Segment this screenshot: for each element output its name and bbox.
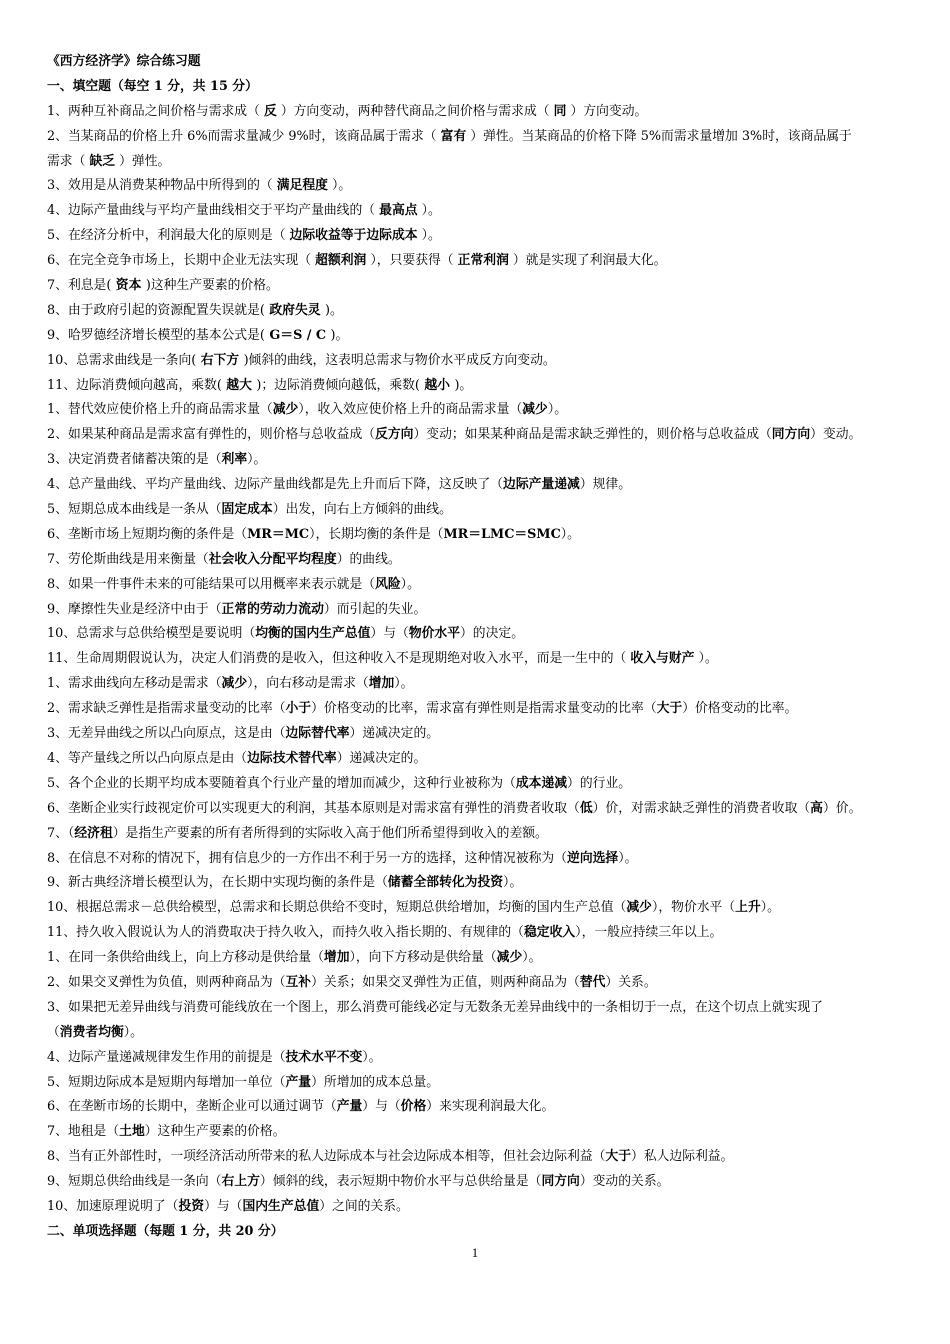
question-text: ）是指生产要素的所有者所得到的实际收入高于他们所希望得到收入的差额。	[112, 825, 548, 841]
question-text: ）之间的关系。	[319, 1198, 409, 1214]
answer-text: 最高点	[379, 203, 418, 219]
question-text: 二、单项选择题（每题 1 分，共 20 分）	[47, 1223, 284, 1239]
question-line	[47, 797, 917, 822]
question-text: 8、当有正外部性时，一项经济活动所带来的私人边际成本与社会边际成本相等，但社会边际利益（	[47, 1149, 606, 1165]
question-line	[47, 598, 917, 623]
question-text: )倾斜的曲线，这表明总需求与物价水平成反方向变动。	[243, 352, 556, 368]
answer-text: 产量	[336, 1099, 363, 1115]
answer-text: 同	[553, 103, 567, 119]
question-line	[47, 224, 917, 249]
question-text: ）与（	[204, 1198, 243, 1214]
answer-text: 正常利润	[457, 253, 509, 269]
question-line	[47, 523, 917, 548]
question-line	[47, 822, 917, 847]
answer-text: 缺乏	[89, 153, 116, 169]
answer-text: 技术水平不变	[285, 1049, 363, 1065]
question-text: ）。	[760, 900, 780, 916]
question-line	[47, 274, 917, 299]
answer-text: 右上方	[221, 1174, 260, 1190]
question-text: 11、持久收入假说认为人的消费取决于持久收入，而持久收入指长期的、有规律的（	[47, 925, 524, 941]
answer-text: 社会收入分配平均程度	[208, 551, 337, 567]
question-text: ），长期均衡的条件是（	[309, 526, 444, 542]
question-line	[47, 1071, 917, 1096]
question-text: （	[47, 1024, 60, 1040]
question-text: ）。	[394, 676, 414, 692]
question-text: )。	[454, 377, 473, 393]
answer-text: 增加	[368, 676, 395, 692]
question-text: ）递减决定的。	[349, 726, 440, 742]
answer-text: 同方向	[541, 1174, 580, 1190]
answer-text: 减少	[522, 402, 548, 418]
question-text: 3、效用是从消费某种物品中所得到的（	[47, 178, 277, 194]
question-text: )这种生产要素的价格。	[145, 278, 279, 294]
answer-text: 低	[579, 800, 593, 816]
answer-text: 大于	[656, 701, 683, 717]
question-text: 2、当某商品的价格上升 6%而需求量减少 9%时，该商品属于需求（	[47, 128, 441, 144]
question-text: 11、生命周期假说认为，决定人们消费的是收入，但这种收入不是现期绝对收入水平，而是一生中的（	[47, 651, 631, 667]
question-text: 3、无差异曲线之所以凸向原点，这是由（	[47, 726, 286, 742]
answer-text: 高	[810, 800, 823, 816]
page-number: 1	[471, 1246, 479, 1260]
question-text: ）。	[362, 1049, 382, 1065]
answer-text: 国内生产总值	[242, 1198, 320, 1214]
question-text: 5、短期总成本曲线是一条从（	[47, 502, 222, 518]
question-text: ）倾斜的线，表示短期中物价水平与总供给量是（	[259, 1174, 542, 1190]
question-text: 8、如果一件事件未来的可能结果可以用概率来表示就是（	[47, 576, 376, 592]
question-line	[47, 647, 917, 672]
question-line	[47, 722, 917, 747]
question-text: 10、加速原理说明了（	[47, 1198, 179, 1214]
question-line	[47, 672, 917, 697]
question-line	[47, 1145, 917, 1170]
answer-text: 富有	[440, 128, 467, 144]
question-text: 10、总需求曲线是一条向(	[47, 352, 197, 368]
question-text: 10、根据总需求－总供给模型，总需求和长期总供给不变时，短期总供给增加，均衡的国内生产总值（	[47, 900, 627, 916]
question-line	[47, 548, 917, 573]
answer-text: 替代	[579, 974, 606, 990]
question-text: 7、地租是（	[47, 1124, 120, 1140]
question-text: ）弹性。	[115, 153, 171, 169]
question-text: ）关系；如果交叉弹性为正值，则两种商品为（	[311, 974, 580, 990]
question-text: 9、新古典经济增长模型认为，在长期中实现均衡的条件是（	[47, 875, 388, 891]
answer-text: 产量	[285, 1074, 312, 1090]
question-text: 4、等产量线之所以凸向原点是由（	[47, 750, 248, 766]
answer-text: 反	[263, 103, 277, 119]
question-text: ）价，对需求缺乏弹性的消费者收取（	[592, 800, 811, 816]
question-line	[47, 971, 917, 996]
question-text: 11、边际消费倾向越高，乘数(	[47, 377, 222, 393]
answer-text: 减少	[626, 900, 652, 916]
answer-text: 减少	[272, 402, 299, 418]
question-line	[47, 423, 917, 448]
question-line	[47, 299, 917, 324]
question-line	[47, 622, 917, 647]
question-text: ）。	[417, 228, 441, 244]
question-text: ）。	[547, 402, 568, 418]
question-line	[47, 498, 917, 523]
question-text: 7、劳伦斯曲线是用来衡量（	[47, 551, 209, 567]
question-text: 6、垄断市场上短期均衡的条件是（	[47, 526, 248, 542]
question-text: ）弹性。当某商品的价格下降 5%而需求量增加 3%时，该商品属于	[466, 128, 852, 144]
answer-text: MR＝LMC＝SMC	[443, 526, 561, 542]
question-text: 7、（	[47, 825, 75, 841]
question-line	[47, 199, 917, 224]
answer-text: 投资	[178, 1198, 205, 1214]
question-line	[47, 150, 917, 175]
question-text: 6、垄断企业实行歧视定价可以实现更大的利润，其基本原则是对需求富有弹性的消费者收取（	[47, 800, 580, 816]
question-line	[47, 896, 917, 921]
question-text: 2、如果某种商品是需求富有弹性的，则价格与总收益成（	[47, 427, 376, 443]
answer-text: 同方向	[771, 427, 811, 443]
question-text: 9、哈罗德经济增长模型的基本公式是(	[47, 327, 265, 343]
answer-text: 经济租	[74, 825, 113, 841]
question-line	[47, 871, 917, 896]
section-heading	[47, 75, 917, 100]
answer-text: 政府失灵	[264, 302, 325, 318]
question-text: ）递减决定的。	[336, 750, 427, 766]
question-text: 1、在同一条供给曲线上，向上方移动是供给量（	[47, 950, 324, 966]
question-text: 4、边际产量曲线与平均产量曲线相交于平均产量曲线的（	[47, 203, 380, 219]
question-text: 8、在信息不对称的情况下，拥有信息少的一方作出不利于另一方的选择，这种情况被称为（	[47, 850, 568, 866]
question-text: ）。	[417, 203, 441, 219]
question-text: ）的曲线。	[336, 551, 401, 567]
question-text: ）价。	[822, 800, 862, 816]
answer-text: 反方向	[375, 427, 414, 443]
question-text: ）出发，向右上方倾斜的曲线。	[272, 502, 452, 518]
question-text: ）来实现利润最大化。	[426, 1099, 555, 1115]
question-text: ）变动的关系。	[579, 1174, 670, 1190]
question-text: 《西方经济学》综合练习题	[47, 54, 201, 69]
question-line	[47, 1021, 917, 1046]
question-line	[47, 996, 917, 1021]
question-text: 2、如果交叉弹性为负值，则两种商品为（	[47, 974, 286, 990]
question-text: ）而引起的失业。	[323, 601, 427, 617]
answer-text: 边际技术替代率	[247, 750, 337, 766]
question-line	[47, 573, 917, 598]
question-text: ）与（	[362, 1099, 401, 1115]
question-text: 1、两种互补商品之间价格与需求成（	[47, 103, 264, 119]
question-text: 5、各个企业的长期平均成本要随着真个行业产量的增加而减少，这种行业被称为（	[47, 775, 516, 791]
question-text: ）就是实现了利润最大化。	[508, 253, 667, 269]
question-text: ）方向变动。	[566, 103, 648, 119]
question-text: ）变动。	[810, 427, 862, 443]
answer-text: 消费者均衡	[59, 1024, 124, 1040]
answer-text: 满足程度	[276, 178, 328, 194]
question-text: ）。	[247, 452, 267, 468]
answer-text: 互补	[285, 974, 312, 990]
answer-text: 小于	[285, 701, 312, 717]
answer-text: 资本	[111, 278, 146, 294]
answer-text: 大于	[605, 1149, 632, 1165]
answer-text: 利率	[221, 452, 248, 468]
answer-text: 储蓄全部转化为投资	[387, 875, 504, 891]
question-line	[47, 921, 917, 946]
question-text: ），向右移动是需求（	[247, 676, 369, 692]
question-text: 7、利息是(	[47, 278, 112, 294]
question-text: ），一般应持续三年以上。	[575, 925, 723, 941]
document-body	[47, 50, 917, 1245]
answer-text: 超额利润	[315, 253, 367, 269]
question-text: ）关系。	[605, 974, 657, 990]
answer-text: 正常的劳动力流动	[221, 601, 324, 617]
question-line	[47, 1046, 917, 1071]
answer-text: 边际收益等于边际成本	[289, 228, 418, 244]
question-line	[47, 398, 917, 423]
answer-text: 边际产量递减	[503, 477, 580, 493]
question-text: ）的行业。	[567, 775, 632, 791]
answer-text: 物价水平	[408, 626, 460, 642]
question-line	[47, 1195, 917, 1220]
question-text: 4、总产量曲线、平均产量曲线、边际产量曲线都是先上升而后下降，这反映了（	[47, 477, 504, 493]
answer-text: 土地	[119, 1124, 145, 1140]
question-text: ）这种生产要素的价格。	[144, 1124, 286, 1140]
answer-text: 固定成本	[221, 502, 273, 518]
answer-text: 上升	[735, 900, 761, 916]
question-line	[47, 100, 917, 125]
answer-text: 越大	[221, 377, 257, 393]
question-line	[47, 174, 917, 199]
question-text: 9、短期总供给曲线是一条向（	[47, 1174, 222, 1190]
question-text: ）。	[327, 178, 352, 194]
question-text: 2、需求缺乏弹性是指需求量变动的比率（	[47, 701, 286, 717]
answer-text: 边际替代率	[285, 726, 350, 742]
question-text: ）。	[560, 526, 580, 542]
question-text: ），向下方移动是供给量（	[349, 950, 497, 966]
question-text: ）私人边际利益。	[631, 1149, 734, 1165]
question-text: 10、总需求与总供给模型是要说明（	[47, 626, 256, 642]
question-text: ）价格变动的比率，需求富有弹性则是指需求量变动的比率（	[311, 701, 657, 717]
question-text: 5、在经济分析中，利润最大化的原则是（	[47, 228, 290, 244]
question-text: ）。	[123, 1024, 143, 1040]
question-text: 1、需求曲线向左移动是需求（	[47, 676, 222, 692]
answer-text: 减少	[496, 950, 523, 966]
answer-text: 逆向选择	[567, 850, 619, 866]
question-text: 9、摩擦性失业是经济中由于（	[47, 601, 222, 617]
question-text: 6、在完全竞争市场上，长期中企业无法实现（	[47, 253, 316, 269]
question-line	[47, 1095, 917, 1120]
question-text: 4、边际产量递减规律发生作用的前提是（	[47, 1049, 286, 1065]
question-text: 3、决定消费者储蓄决策的是（	[47, 452, 222, 468]
answer-text: MR＝MC	[247, 526, 310, 542]
answer-text: 成本递减	[515, 775, 568, 791]
answer-text: 增加	[323, 950, 350, 966]
question-text: ）。	[400, 576, 420, 592]
question-text: ）与（	[370, 626, 409, 642]
answer-text: 越小	[419, 377, 455, 393]
question-line	[47, 473, 917, 498]
question-line	[47, 1120, 917, 1145]
answer-text: 右下方	[196, 352, 244, 368]
question-text: ）变动；如果某种商品是需求缺乏弹性的，则价格与总收益成（	[413, 427, 772, 443]
question-text: ）。	[618, 850, 638, 866]
question-line	[47, 249, 917, 274]
question-text: ）价格变动的比率。	[682, 701, 798, 717]
answer-text: 稳定收入	[523, 925, 576, 941]
answer-text: G＝S / C	[264, 327, 331, 343]
question-line	[47, 374, 917, 399]
question-text: 需求（	[47, 153, 90, 169]
question-text: ），收入效应使价格上升的商品需求量（	[298, 402, 523, 418]
question-line	[47, 946, 917, 971]
question-line	[47, 324, 917, 349]
question-text: ）。	[503, 875, 523, 891]
question-text: ）的决定。	[460, 626, 524, 642]
answer-text: 减少	[221, 676, 248, 692]
question-text: ）。	[694, 651, 718, 667]
question-line	[47, 697, 917, 722]
question-text: 5、短期边际成本是短期内每增加一单位（	[47, 1074, 286, 1090]
question-text: ）所增加的成本总量。	[311, 1074, 440, 1090]
question-line	[47, 1170, 917, 1195]
answer-text: 价格	[400, 1099, 427, 1115]
question-text: 3、如果把无差异曲线与消费可能线放在一个图上，那么消费可能线必定与无数条无差异曲线中的一条相切于一点，在这个切点上就实现了	[47, 999, 823, 1015]
question-text: ），只要获得（	[366, 253, 458, 269]
question-text: ），物价水平（	[651, 900, 736, 916]
question-text: ）。	[522, 950, 542, 966]
question-text: 6、在垄断市场的长期中，垄断企业可以通过调节（	[47, 1099, 337, 1115]
question-line	[47, 349, 917, 374]
question-text: 8、由于政府引起的资源配置失误就是(	[47, 302, 265, 318]
section-heading	[47, 50, 917, 75]
question-line	[47, 847, 917, 872]
question-text: ）规律。	[579, 477, 632, 493]
question-line	[47, 747, 917, 772]
question-line	[47, 125, 917, 150]
section-heading	[47, 1220, 917, 1245]
question-text: ）方向变动，两种替代商品之间价格与需求成（	[276, 103, 554, 119]
answer-text: 风险	[375, 576, 401, 592]
question-text: )。	[325, 302, 343, 318]
question-text: 1、替代效应使价格上升的商品需求量（	[47, 402, 273, 418]
question-text: )；边际消费倾向越低，乘数(	[256, 377, 420, 393]
question-line	[47, 448, 917, 473]
question-text: 一、填空题（每空 1 分，共 15 分）	[47, 78, 258, 94]
answer-text: 均衡的国内生产总值	[255, 626, 371, 642]
question-text: )。	[330, 327, 349, 343]
answer-text: 收入与财产	[630, 651, 695, 667]
question-line	[47, 772, 917, 797]
